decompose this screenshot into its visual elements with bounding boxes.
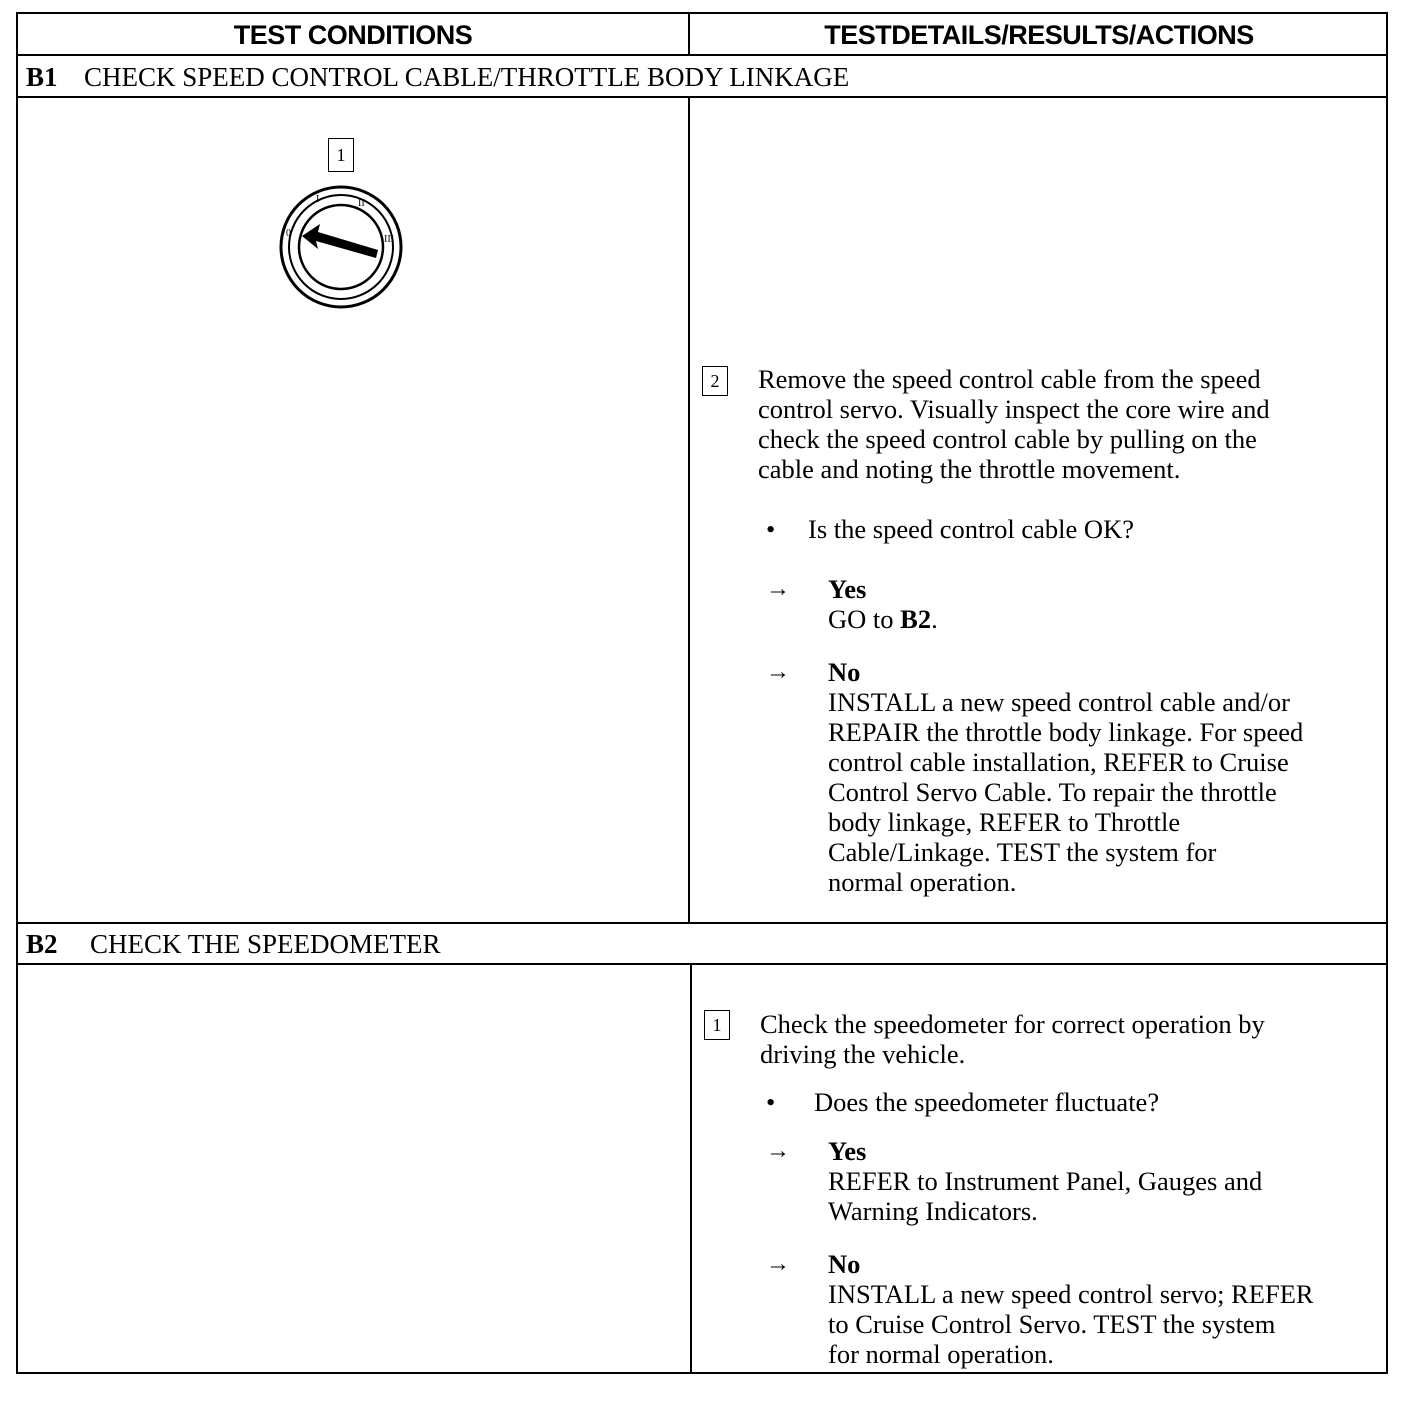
step-b2-id: B2 (26, 929, 58, 959)
b2-question: Does the speedometer fluctuate? (814, 1087, 1160, 1117)
b1-instruction-line: control servo. Visually inspect the core wire and (758, 394, 1270, 424)
b1-no-line: Control Servo Cable. To repair the throttle (828, 777, 1277, 807)
dial-mark-0: 0 (286, 228, 291, 239)
b1-yes-target: B2 (900, 604, 932, 634)
dial-mark-2: II (358, 198, 365, 209)
b2-yes-line: REFER to Instrument Panel, Gauges and (828, 1166, 1263, 1196)
b2-no-line: to Cruise Control Servo. TEST the system (828, 1309, 1276, 1339)
column-divider (688, 98, 690, 922)
b2-no-line: for normal operation. (828, 1339, 1054, 1369)
step-b1-title-text: CHECK SPEED CONTROL CABLE/THROTTLE BODY LINKAGE (84, 62, 850, 92)
b1-no-label: No (828, 657, 861, 687)
rule (18, 96, 1386, 98)
step-b2-title (26, 925, 441, 963)
b1-no-line: normal operation. (828, 867, 1017, 897)
arrow-icon: → (766, 659, 790, 685)
b2-instruction-line: Check the speedometer for correct operation by (760, 1009, 1265, 1039)
rule (18, 54, 1386, 56)
b1-no-line: INSTALL a new speed control cable and/or (828, 687, 1290, 717)
b1-no-answer (828, 657, 1383, 897)
arrow-icon: → (766, 1138, 790, 1164)
header-test-details: TESTDETAILS/RESULTS/ACTIONS (824, 20, 1254, 50)
ignition-switch-dial (278, 184, 404, 310)
b1-yes-answer (828, 574, 938, 634)
b1-yes-pre: GO to (828, 604, 901, 634)
b2-instruction-line: driving the vehicle. (760, 1039, 966, 1069)
b1-instruction-line: Remove the speed control cable from the speed (758, 364, 1261, 394)
step-b1-title (26, 58, 849, 96)
column-divider (690, 965, 692, 1374)
bullet-icon: • (766, 1087, 776, 1117)
step-b1-id: B1 (26, 62, 58, 92)
b2-no-line: INSTALL a new speed control servo; REFER (828, 1279, 1314, 1309)
dial-arrow-icon (302, 224, 378, 258)
dial-mark-3: III (384, 234, 394, 245)
b2-no-answer (828, 1249, 1383, 1369)
header-test-conditions: TEST CONDITIONS (233, 20, 473, 50)
diagnostic-table (16, 12, 1388, 1374)
b1-instruction-line: check the speed control cable by pulling on the (758, 424, 1257, 454)
b1-no-line: REPAIR the throttle body linkage. For speed (828, 717, 1304, 747)
condition-step-number: 1 (328, 138, 354, 172)
b1-instruction-line: cable and noting the throttle movement. (758, 454, 1181, 484)
rule (18, 922, 1386, 924)
step-b2-title-text: CHECK THE SPEEDOMETER (90, 929, 441, 959)
b1-no-line: Cable/Linkage. TEST the system for (828, 837, 1217, 867)
b1-question: Is the speed control cable OK? (808, 514, 1134, 544)
b2-yes-answer (828, 1136, 1383, 1226)
b2-yes-label: Yes (828, 1136, 867, 1166)
b2-instructions (760, 1009, 1380, 1069)
detail-step-number: 2 (702, 366, 728, 396)
b1-yes-post: . (931, 604, 938, 634)
b2-no-label: No (828, 1249, 861, 1279)
dial-mark-1: I (316, 194, 320, 205)
b1-no-line: control cable installation, REFER to Cruise (828, 747, 1289, 777)
b1-no-line: body linkage, REFER to Throttle (828, 807, 1181, 837)
b2-yes-line: Warning Indicators. (828, 1196, 1038, 1226)
bullet-icon: • (766, 514, 776, 544)
b1-instructions (758, 364, 1378, 484)
rule (18, 963, 1386, 965)
b1-yes-label: Yes (828, 574, 867, 604)
detail-step-number: 1 (704, 1010, 730, 1040)
arrow-icon: → (766, 1251, 790, 1277)
arrow-icon: → (766, 576, 790, 602)
header-divider (688, 14, 690, 56)
